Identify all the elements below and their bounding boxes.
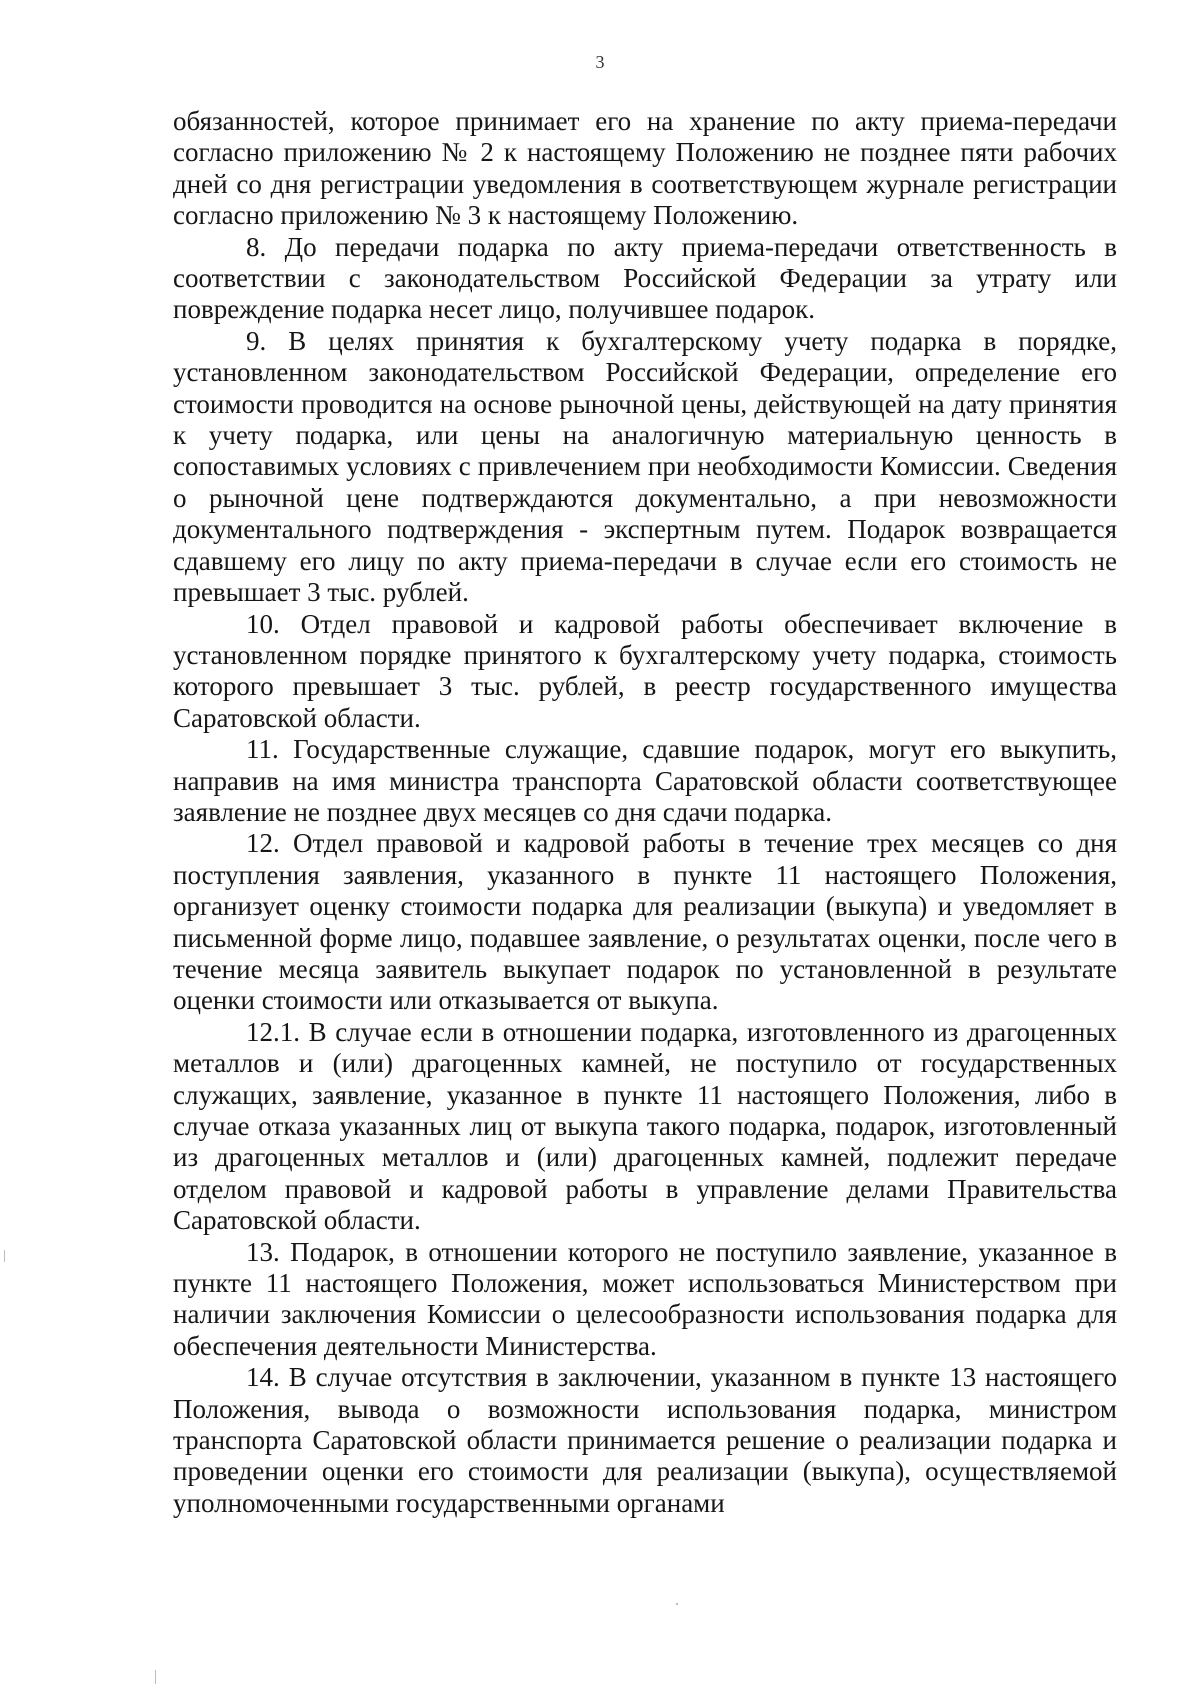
paragraph-11: 11. Государственные служащие, сдавшие подарок, могут его выкупить, направив на имя министра транспорта Саратовской области соответствующее заявление не позднее двух месяцев со дня сдачи подарка. xyxy=(173,734,1117,827)
scan-artifact-bottom xyxy=(676,1603,678,1605)
paragraph-13: 13. Подарок, в отношении которого не поступило заявление, указанное в пункте 11 настоящего Положения, может использоваться Министерством при наличии заключения Комиссии о целесообразности использования подарка для обеспечения деятельности Министерства. xyxy=(173,1236,1117,1361)
scan-artifact-corner xyxy=(155,1670,156,1684)
scan-artifact-left xyxy=(4,1250,5,1262)
paragraph-9: 9. В целях принятия к бухгалтерскому учету подарка в порядке, установленном законодательством Российской Федерации, определение его стоимости проводится на основе рыночной цены, действующей на дату принятия к учету подарка, или цены на аналогичную материальную ценность в сопоставимых условиях с привлечением при необходимости Комиссии. Сведения о рыночной цене подтверждаются документально, а при невозможности документального подтверждения - экспертным путем. Подарок возвращается сдавшему его лицу по акту приема-передачи в случае если его стоимость не превышает 3 тыс. рублей. xyxy=(173,325,1117,608)
paragraph-10: 10. Отдел правовой и кадровой работы обеспечивает включение в установленном порядке принятого к бухгалтерскому учету подарка, стоимость которого превышает 3 тыс. рублей, в реестр государственного имущества Саратовской области. xyxy=(173,608,1117,733)
paragraph-12-1: 12.1. В случае если в отношении подарка, изготовленного из драгоценных металлов и (или) драгоценных камней, не поступило от государственных служащих, заявление, указанное в пункте 11 настоящего Положения, либо в случае отказа указанных лиц от выкупа такого подарка, подарок, изготовленный из драгоценных металлов и (или) драгоценных камней, подлежит передаче отделом правовой и кадровой работы в управление делами Правительства Саратовской области. xyxy=(173,1016,1117,1236)
document-body xyxy=(173,106,1117,1519)
paragraph-continuation: обязанностей, которое принимает его на хранение по акту приема-передачи согласно приложению № 2 к настоящему Положению не позднее пяти рабочих дней со дня регистрации уведомления в соответствующем журнале регистрации согласно приложению № 3 к настоящему Положению. xyxy=(173,106,1117,231)
page-number: 3 xyxy=(595,52,605,72)
paragraph-8: 8. До передачи подарка по акту приема-передачи ответственность в соответствии с законодательством Российской Федерации за утрату или повреждение подарка несет лицо, получившее подарок. xyxy=(173,231,1117,325)
paragraph-12: 12. Отдел правовой и кадровой работы в течение трех месяцев со дня поступления заявления, указанного в пункте 11 настоящего Положения, организует оценку стоимости подарка для реализации (выкупа) и уведомляет в письменной форме лицо, подавшее заявление, о результатах оценки, после чего в течение месяца заявитель выкупает подарок по установленной в результате оценки стоимости или отказывается от выкупа. xyxy=(173,828,1117,1016)
paragraph-14: 14. В случае отсутствия в заключении, указанном в пункте 13 настоящего Положения, вывода о возможности использования подарка, министром транспорта Саратовской области принимается решение о реализации подарка и проведении оценки его стоимости для реализации (выкупа), осуществляемой уполномоченными государственными органами xyxy=(173,1362,1117,1518)
